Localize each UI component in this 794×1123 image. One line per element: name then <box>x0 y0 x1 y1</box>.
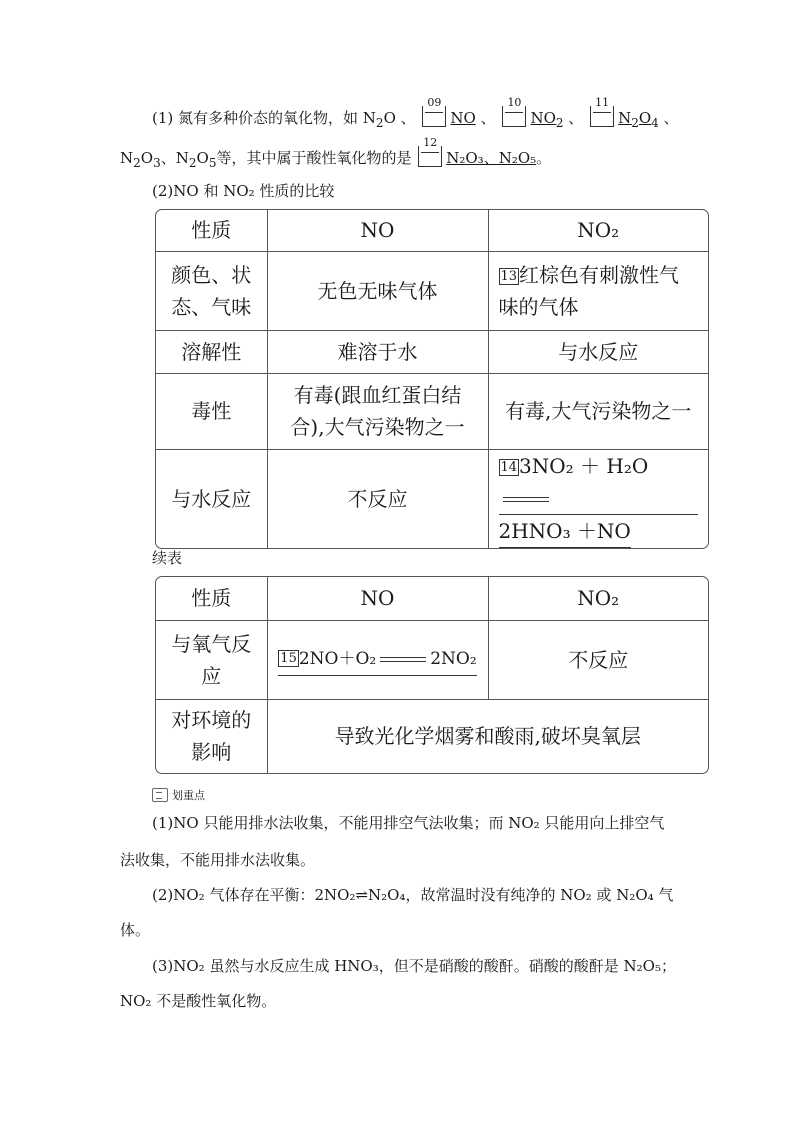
table-row <box>156 699 708 773</box>
eq-left: 3NO₂ ＋ H₂O <box>519 453 649 478</box>
header-cell: 性质 <box>156 210 267 251</box>
answer-no2-text: NO <box>530 109 556 127</box>
no2-cell <box>488 449 708 548</box>
table-row <box>156 620 708 699</box>
para1-text: (1) 氮有多种价态的氧化物，如 N <box>152 109 376 127</box>
eq-left: 2NO＋O₂ <box>298 649 377 669</box>
answer-tag: 15 <box>280 651 297 666</box>
note1-line2: 法收集，不能用排水法收集。 <box>120 851 316 869</box>
prop-cell: 毒性 <box>156 373 267 449</box>
note-icon <box>152 788 168 802</box>
box-number: 10 <box>507 96 522 109</box>
equation <box>278 643 476 676</box>
table-row <box>156 373 708 449</box>
no-cell <box>267 620 488 699</box>
text: 。 <box>536 149 552 167</box>
prop-cell: 溶解性 <box>156 330 267 373</box>
equation-line2: 2HNO₃ ＋NO <box>499 515 631 548</box>
text: O <box>196 149 209 167</box>
prop-cell: 与水反应 <box>156 449 267 548</box>
comparison-table <box>155 209 709 549</box>
answer-box-09 <box>422 96 446 127</box>
prop-cell: 与氧气反应 <box>156 620 267 699</box>
eq-right: 2NO₂ <box>430 649 477 669</box>
para1-line2: $N_2O_3$、$N_2O_5$等，其中属于酸性氧化物的是 12 N₂O₃、N₂O₅。 <box>120 136 552 170</box>
highlight-label: 划重点 <box>172 789 205 802</box>
answer-box-10 <box>502 96 526 127</box>
note3-line2: NO₂ 不是酸性氧化物。 <box>120 992 277 1010</box>
box-number: 12 <box>423 136 438 149</box>
prop-cell: 对环境的影响 <box>156 699 267 773</box>
no-cell: 无色无味气体 <box>267 251 488 330</box>
merged-cell: 导致光化学烟雾和酸雨,破坏臭氧层 <box>267 699 708 773</box>
no2-text: 红棕色有刺激性气味的气体 <box>498 262 680 319</box>
separator: 、 <box>663 109 679 127</box>
header-cell: NO₂ <box>488 210 708 251</box>
answer-tag: 13 <box>500 268 518 284</box>
section-title: (2)NO 和 NO₂ 性质的比较 <box>152 182 335 200</box>
text: O <box>140 149 154 167</box>
answer-box-11 <box>590 96 614 127</box>
no2-cell: 不反应 <box>488 620 708 699</box>
header-cell: NO₂ <box>488 577 708 620</box>
no-cell: 难溶于水 <box>267 330 488 373</box>
note2-line2: 体。 <box>120 921 151 939</box>
equals-sign <box>503 497 549 502</box>
no-cell: 有毒(跟血红蛋白结合),大气污染物之一 <box>267 373 488 449</box>
prop-cell: 颜色、状态、气味 <box>156 251 267 330</box>
separator: 、 <box>568 109 584 127</box>
box-number: 11 <box>595 96 610 109</box>
equation-line1 <box>499 450 699 515</box>
no2-cell: 与水反应 <box>488 330 708 373</box>
header-cell: NO <box>267 577 488 620</box>
text: 、N <box>160 149 189 167</box>
answer-n2o4-text: N <box>618 109 632 127</box>
para1-line1: (1) 氮有多种价态的氧化物，如 $N_2O$ 、 09 NO 、 10 $NO_2$ 、 11 $N_2O_4$ 、 <box>152 96 679 130</box>
table-row <box>156 449 708 548</box>
note1-line1: (1)NO 只能用排水法收集，不能用排空气法收集；而 NO₂ 只能用向上排空气 <box>152 814 665 832</box>
table-row <box>156 251 708 330</box>
answer-n2o4: $N_2O_4$ <box>618 109 659 130</box>
header-cell: 性质 <box>156 577 267 620</box>
note2-line1: (2)NO₂ 气体存在平衡：2NO₂⇌N₂O₄，故常温时没有纯净的 NO₂ 或 N₂O₄ 气 <box>152 886 674 904</box>
answer-no: NO <box>450 109 476 127</box>
answer-tag: 14 <box>500 459 518 475</box>
answer-acidic-oxides: N₂O₃、N₂O₅ <box>446 149 537 167</box>
continued-label: 续表 <box>152 549 183 567</box>
text: 等，其中属于酸性氧化物的是 <box>216 149 412 167</box>
table-header-row <box>156 210 708 251</box>
no-cell: 不反应 <box>267 449 488 548</box>
table-row <box>156 330 708 373</box>
answer-box-12 <box>418 136 442 167</box>
separator: 、 <box>480 109 496 127</box>
header-cell: NO <box>267 210 488 251</box>
continued-table <box>155 576 709 774</box>
no2-cell: 有毒,大气污染物之一 <box>488 373 708 449</box>
para1-text2: O 、 <box>383 109 416 127</box>
equals-sign <box>380 657 426 662</box>
text: N <box>120 149 134 167</box>
box-number: 09 <box>427 96 442 109</box>
no2-cell <box>488 251 708 330</box>
answer-no2: $NO_2$ <box>530 109 564 130</box>
note3-line1: (3)NO₂ 虽然与水反应生成 HNO₃，但不是硝酸的酸酐。硝酸的酸酐是 N₂O₅； <box>152 957 676 975</box>
table-header-row <box>156 577 708 620</box>
